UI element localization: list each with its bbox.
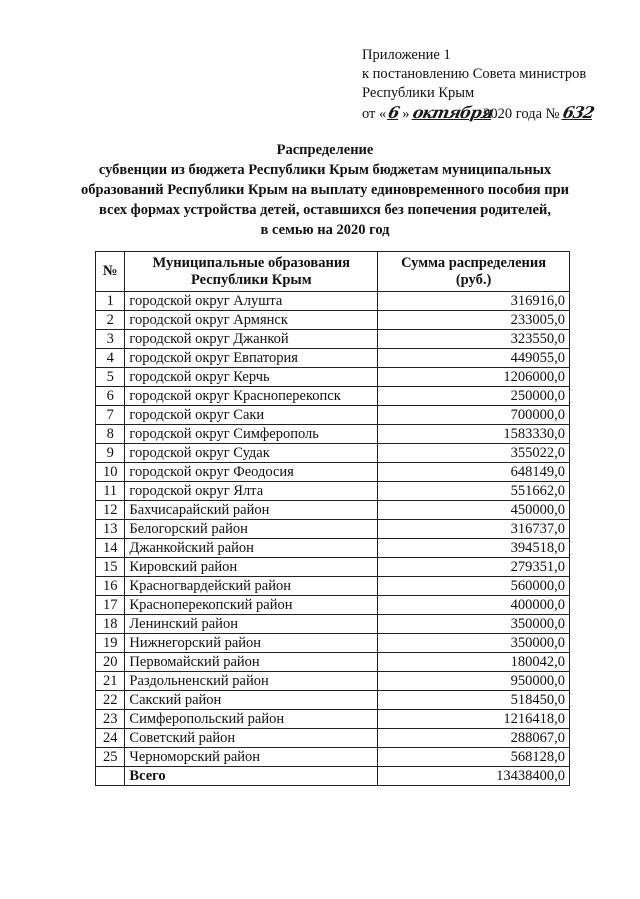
num-cell: 16 [96, 577, 125, 596]
num-cell: 9 [96, 444, 125, 463]
num-cell: 23 [96, 710, 125, 729]
name-cell: городской округ Ялта [125, 482, 378, 501]
num-cell: 2 [96, 311, 125, 330]
sum-cell: 400000,0 [378, 596, 570, 615]
sum-cell: 350000,0 [378, 634, 570, 653]
table-row [96, 539, 570, 558]
name-cell: Советский район [125, 729, 378, 748]
sum-cell: 316916,0 [378, 292, 570, 311]
name-cell: городской округ Симферополь [125, 425, 378, 444]
sum-cell: 1583330,0 [378, 425, 570, 444]
table-row [96, 292, 570, 311]
num-cell: 4 [96, 349, 125, 368]
annex-line-2: к постановлению Совета министров [362, 66, 587, 82]
title-line-1: субвенции из бюджета Республики Крым бюджетам муниципальных [98, 162, 552, 178]
sum-cell: 323550,0 [378, 330, 570, 349]
document-title [60, 140, 590, 240]
sum-cell: 1216418,0 [378, 710, 570, 729]
num-cell: 12 [96, 501, 125, 520]
distribution-table [95, 251, 570, 786]
num-cell: 19 [96, 634, 125, 653]
sum-cell: 518450,0 [378, 691, 570, 710]
table-row [96, 482, 570, 501]
name-cell: Красноперекопский район [125, 596, 378, 615]
table-row [96, 368, 570, 387]
num-cell: 13 [96, 520, 125, 539]
table-row [96, 653, 570, 672]
num-cell: 25 [96, 748, 125, 767]
name-cell: Раздольненский район [125, 672, 378, 691]
name-cell: Бахчисарайский район [125, 501, 378, 520]
name-cell: городской округ Саки [125, 406, 378, 425]
sum-cell: 648149,0 [378, 463, 570, 482]
table-header-row [96, 252, 570, 292]
name-cell: Симферопольский район [125, 710, 378, 729]
annex-line-1: Приложение 1 [362, 47, 451, 63]
num-cell: 17 [96, 596, 125, 615]
name-cell: Сакский район [125, 691, 378, 710]
num-cell: 8 [96, 425, 125, 444]
header-name: Муниципальные образования Республики Крым [125, 252, 378, 292]
num-cell: 10 [96, 463, 125, 482]
name-cell: городской округ Судак [125, 444, 378, 463]
name-cell: Белогорский район [125, 520, 378, 539]
header-sum: Сумма распределения (руб.) [378, 252, 570, 292]
num-cell: 6 [96, 387, 125, 406]
handwritten-month: октября [411, 103, 495, 122]
sum-cell: 233005,0 [378, 311, 570, 330]
table-row [96, 387, 570, 406]
title-line-2: образований Республики Крым на выплату единовременного пособия при [80, 182, 570, 198]
sum-cell: 250000,0 [378, 387, 570, 406]
table-row [96, 444, 570, 463]
sum-cell: 450000,0 [378, 501, 570, 520]
annex-date-line [362, 103, 632, 124]
handwritten-day: 6 [386, 103, 402, 122]
table-row [96, 463, 570, 482]
sum-cell: 700000,0 [378, 406, 570, 425]
name-cell: городской округ Алушта [125, 292, 378, 311]
name-cell: городской округ Джанкой [125, 330, 378, 349]
name-cell: городской округ Евпатория [125, 349, 378, 368]
num-cell: 21 [96, 672, 125, 691]
table-row [96, 710, 570, 729]
table-row [96, 672, 570, 691]
sum-cell: 355022,0 [378, 444, 570, 463]
name-cell: городской округ Феодосия [125, 463, 378, 482]
sum-cell: 288067,0 [378, 729, 570, 748]
table-row [96, 330, 570, 349]
num-cell: 22 [96, 691, 125, 710]
table-row [96, 748, 570, 767]
num-cell: 14 [96, 539, 125, 558]
sum-cell: 551662,0 [378, 482, 570, 501]
name-cell: Нижнегорский район [125, 634, 378, 653]
table-row [96, 577, 570, 596]
name-cell: Черноморский район [125, 748, 378, 767]
title-line-4: в семью на 2020 год [260, 222, 390, 238]
sum-cell: 950000,0 [378, 672, 570, 691]
name-cell: Первомайский район [125, 653, 378, 672]
table-row [96, 558, 570, 577]
table-row [96, 596, 570, 615]
sum-cell: 560000,0 [378, 577, 570, 596]
num-cell: 7 [96, 406, 125, 425]
table-row [96, 691, 570, 710]
table-row [96, 615, 570, 634]
table-row [96, 349, 570, 368]
table-row [96, 501, 570, 520]
table-body [96, 292, 570, 786]
date-year-text: 2020 года № [483, 106, 560, 122]
table-row [96, 729, 570, 748]
num-cell: 11 [96, 482, 125, 501]
sum-cell: 279351,0 [378, 558, 570, 577]
sum-cell: 350000,0 [378, 615, 570, 634]
sum-cell: 180042,0 [378, 653, 570, 672]
num-cell: 15 [96, 558, 125, 577]
num-cell: 5 [96, 368, 125, 387]
name-cell: Кировский район [125, 558, 378, 577]
num-cell: 18 [96, 615, 125, 634]
header-num: № [96, 252, 125, 292]
name-cell: Ленинский район [125, 615, 378, 634]
num-cell: 20 [96, 653, 125, 672]
num-cell: 1 [96, 292, 125, 311]
name-cell: городской округ Армянск [125, 311, 378, 330]
num-cell: 3 [96, 330, 125, 349]
table-row [96, 520, 570, 539]
sum-cell: 449055,0 [378, 349, 570, 368]
sum-cell: 394518,0 [378, 539, 570, 558]
date-prefix: от « [362, 106, 387, 122]
table-row [96, 406, 570, 425]
title-heading: Распределение [276, 142, 374, 158]
table-row [96, 311, 570, 330]
annex-line-3: Республики Крым [362, 85, 475, 101]
num-cell [96, 767, 125, 786]
handwritten-number: 632 [561, 103, 596, 122]
sum-cell: 1206000,0 [378, 368, 570, 387]
sum-cell: 568128,0 [378, 748, 570, 767]
sum-cell: 316737,0 [378, 520, 570, 539]
total-row [96, 767, 570, 786]
name-cell: городской округ Красноперекопск [125, 387, 378, 406]
name-cell: Джанкойский район [125, 539, 378, 558]
title-line-3: всех формах устройства детей, оставшихся без попечения родителей, [99, 202, 551, 218]
sum-cell: 13438400,0 [378, 767, 570, 786]
date-mid: » [402, 106, 410, 122]
table-row [96, 634, 570, 653]
name-cell: городской округ Керчь [125, 368, 378, 387]
table-row [96, 425, 570, 444]
name-cell: Всего [125, 767, 378, 786]
name-cell: Красногвардейский район [125, 577, 378, 596]
annex-block [362, 46, 632, 124]
num-cell: 24 [96, 729, 125, 748]
